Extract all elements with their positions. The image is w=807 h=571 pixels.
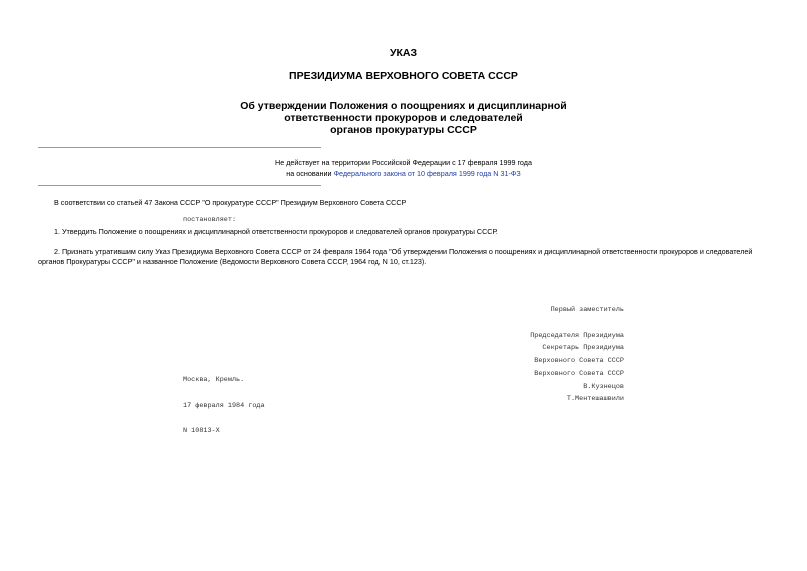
place-date-block [183,359,265,444]
date-line: 17 февраля 1984 года [183,401,265,410]
decree-word: постановляет: [183,216,237,224]
subject-line: органов прокуратуры СССР [330,124,477,136]
notice-line [0,169,807,180]
notice-line: Не действует на территории Российской Федерации с 17 февраля 1999 года [275,158,532,167]
signature-name: Т.Ментешашвили [566,395,624,403]
item-2-paragraph: 2. Признать утратившим силу Указ Президиума Верховного Совета СССР от 24 февраля 1964 года "Об утверждении Положения о поощрениях и дисциплинарной ответственности прокуроров и следователей органов Прокуратуры СССР" и названное Положение (Ведомости Верховного Совета СССР, 1964 год, N 10, ст.123). [38,247,753,266]
signature-line: Первый заместитель [550,306,624,314]
place-line: Москва, Кремль. [183,376,245,384]
signature-line: Секретарь Президиума [542,344,624,352]
document-issuer: ПРЕЗИДИУМА ВЕРХОВНОГО СОВЕТА СССР [289,70,518,82]
subject-line: ответственности прокуроров и следователей [284,112,523,124]
signature-line: Председателя Президиума [530,331,624,340]
signature-line: Верховного Совета СССР [534,369,624,378]
signature-block-secretary [534,327,624,412]
intro-paragraph: В соответствии со статьей 47 Закона СССР "О прокуратуре СССР" Президиум Верховного Совета СССР [54,198,407,207]
validity-notice [0,158,807,179]
signature-line: Верховного Совета СССР [534,357,624,365]
notice-prefix: на основании [286,168,334,178]
document-subject [0,100,807,136]
federal-law-link[interactable]: Федерального закона от 10 февраля 1999 года N 31-ФЗ [333,168,521,178]
item-1-paragraph: 1. Утвердить Положение о поощрениях и дисциплинарной ответственности прокуроров и следователей органов прокуратуры СССР. [54,227,498,236]
document-number: N 10813-X [183,427,220,435]
document-title: УКАЗ [389,47,418,59]
separator-rule-bottom [38,185,321,186]
separator-rule-top [38,147,321,148]
signature-name: В.Кузнецов [583,382,624,391]
subject-line: Об утверждении Положения о поощрениях и дисциплинарной [240,100,567,112]
